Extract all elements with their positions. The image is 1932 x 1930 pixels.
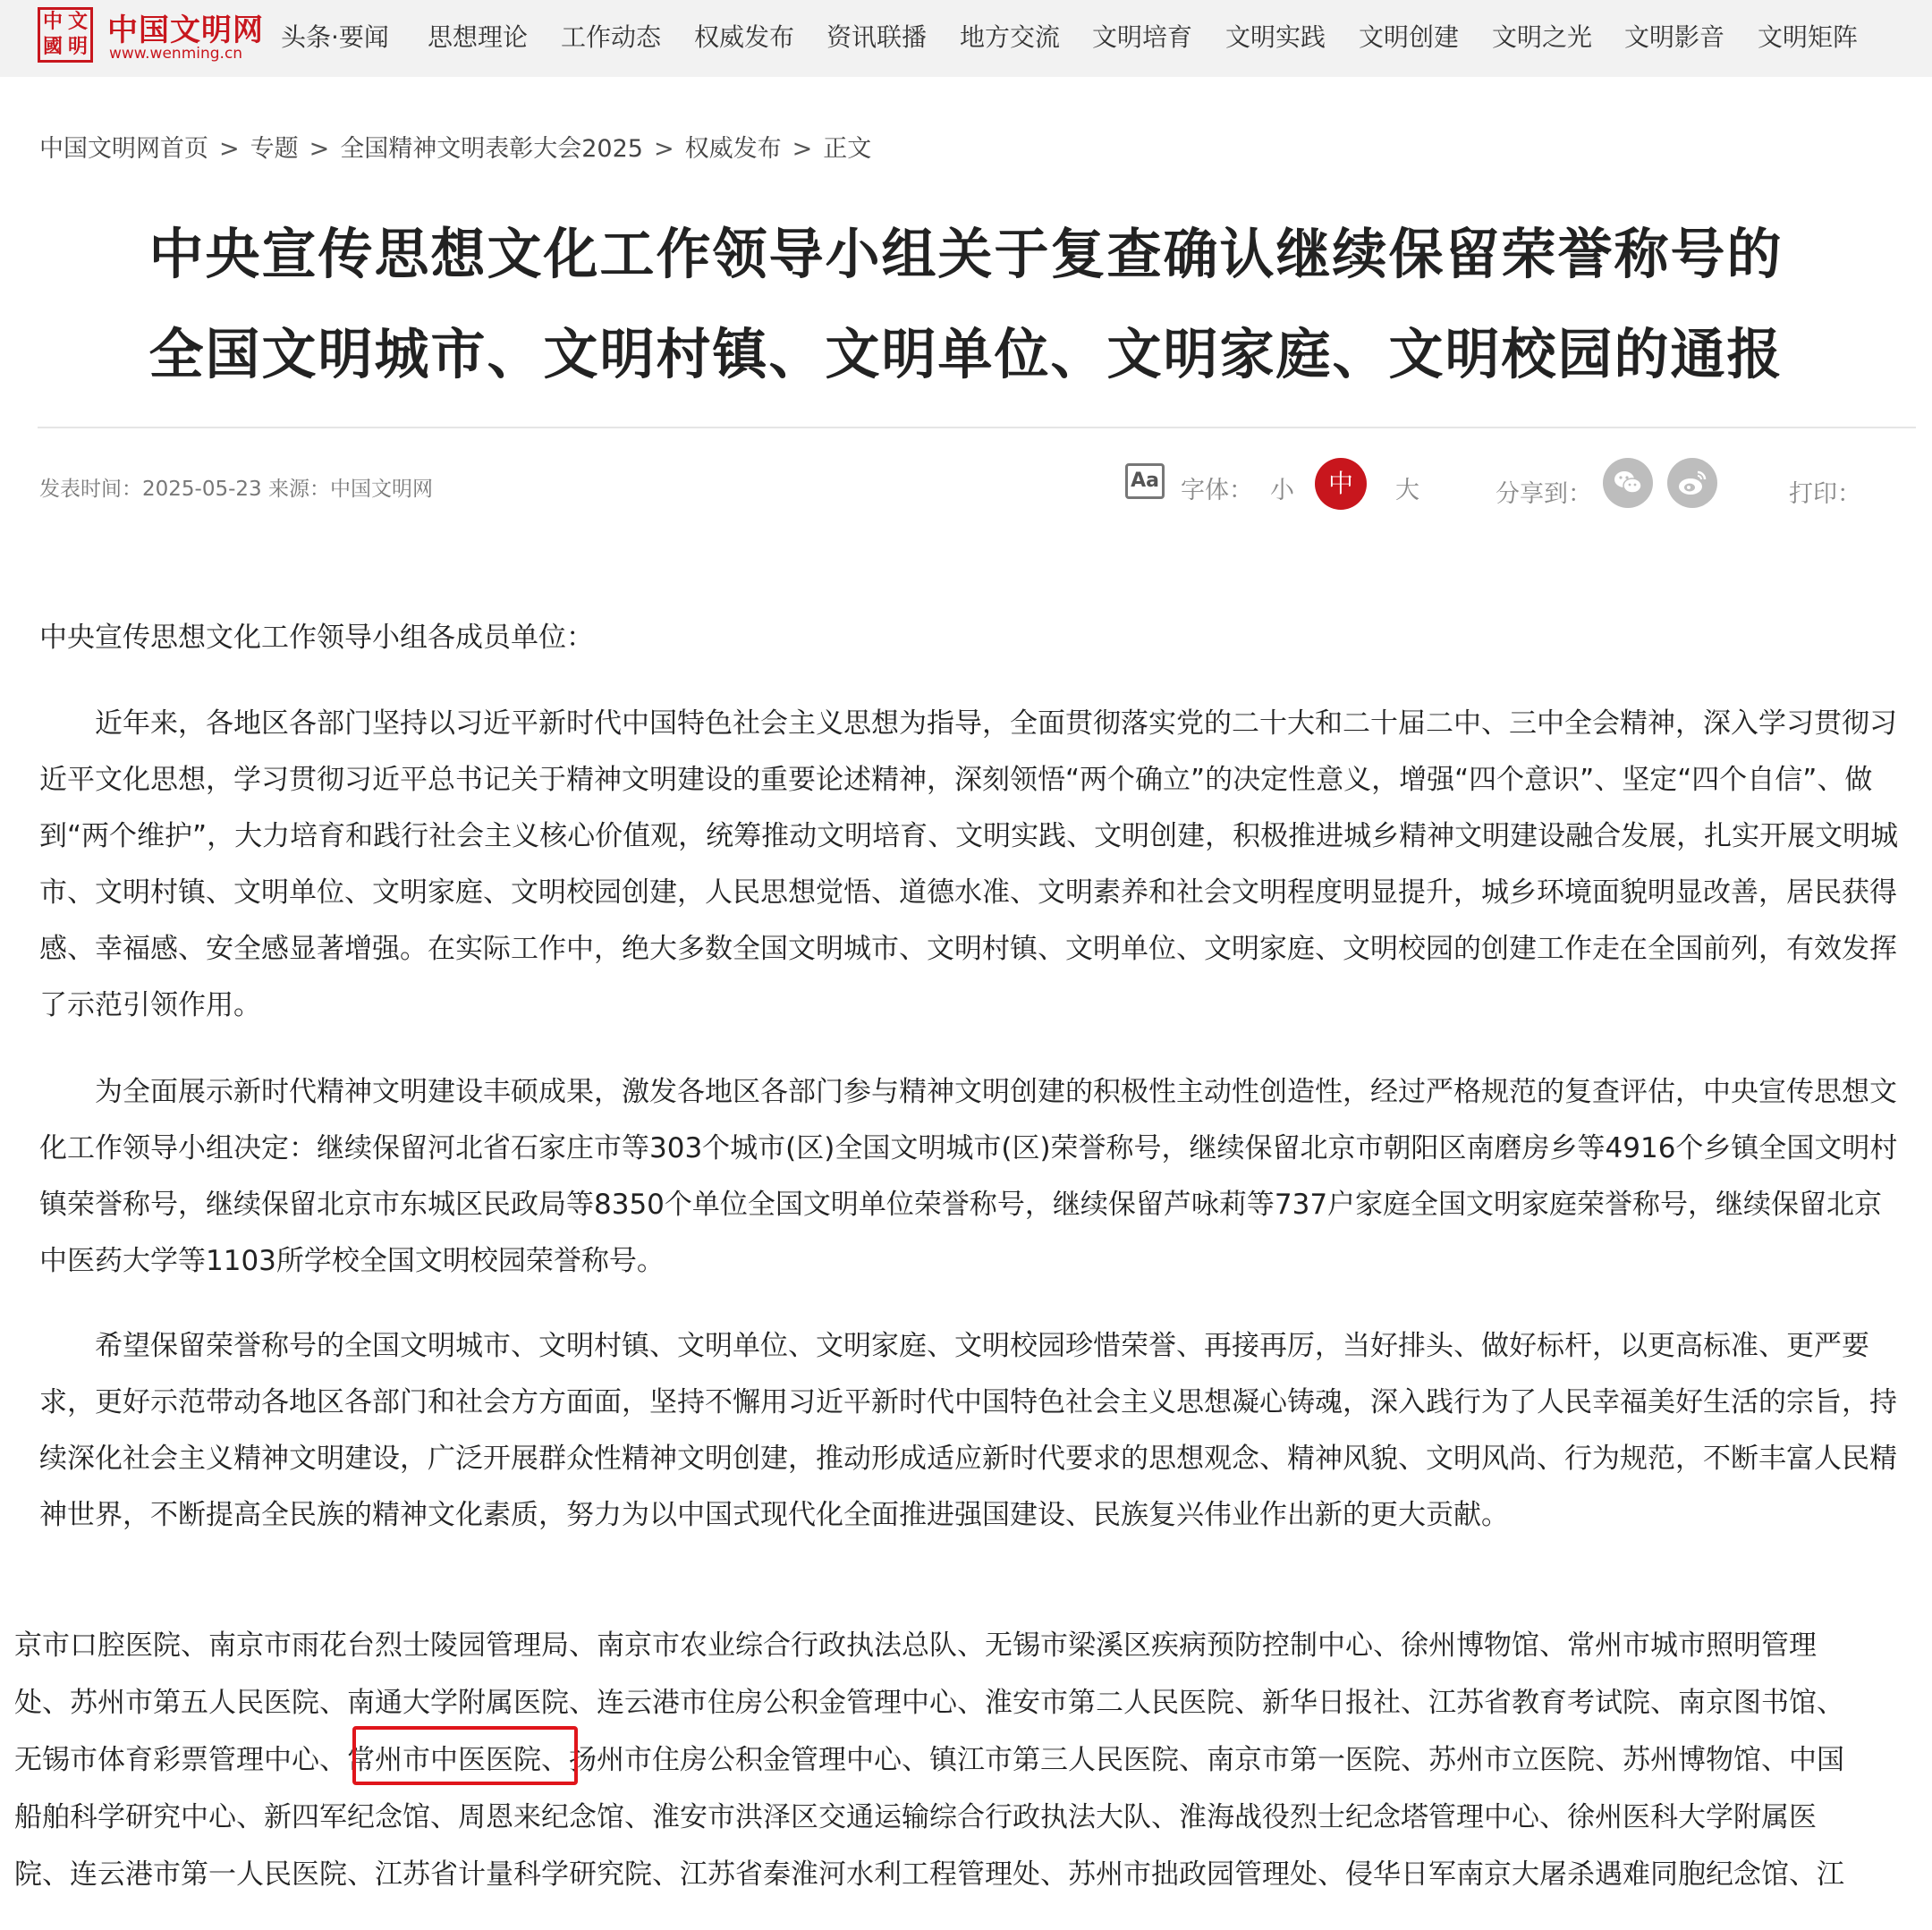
breadcrumb-home[interactable]: 中国文明网首页 <box>39 135 208 163</box>
unit-list-excerpt <box>14 1617 1919 1903</box>
nav-item-civility-matrix[interactable]: 文明矩阵 <box>1758 22 1859 52</box>
breadcrumb-separator: > <box>219 135 240 163</box>
nav-item-news-broadcast[interactable]: 资讯联播 <box>826 22 928 52</box>
list-line: 处、苏州市第五人民医院、南通大学附属医院、连云港市住房公积金管理中心、淮安市第二人民医院、新华日报社、江苏省教育考试院、南京图书馆、 <box>14 1687 1844 1719</box>
article-title-line-2: 全国文明城市、文明村镇、文明单位、文明家庭、文明校园的通报 <box>148 323 1784 386</box>
nav-item-work-news[interactable]: 工作动态 <box>561 22 662 52</box>
nav-item-civility-practice[interactable]: 文明实践 <box>1225 22 1326 52</box>
site-url: www.wenming.cn <box>109 45 243 63</box>
article-paragraph-2: 为全面展示新时代精神文明建设丰硕成果，激发各地区各部门参与精神文明创建的积极性主动性创造性，经过严格规范的复查评估，中央宣传思想文化工作领导小组决定：继续保留河北省石家庄市等303个城市(区)全国文明城市(区)荣誉称号，继续保留北京市朝阳区南磨房乡等4916个乡镇全国文明村镇荣誉称号，继续保留北京市东城区民政局等8350个单位全国文明单位荣誉称号，继续保留芦咏莉等737户家庭全国文明家庭荣誉称号，继续保留北京中医药大学等1103所学校全国文明校园荣誉称号。 <box>39 1076 1898 1277</box>
weibo-icon <box>1676 467 1708 499</box>
list-line: 京市口腔医院、南京市雨花台烈士陵园管理局、南京市农业综合行政执法总队、无锡市梁溪区疾病预防控制中心、徐州博物馆、常州市城市照明管理 <box>14 1629 1817 1662</box>
article-meta: 发表时间：2025-05-23 来源：中国文明网 <box>39 478 433 501</box>
highlight-box <box>352 1726 578 1785</box>
print-button[interactable]: 打印： <box>1789 480 1861 508</box>
wechat-share-button[interactable] <box>1603 458 1653 508</box>
top-navigation-bar <box>0 0 1932 77</box>
nav-item-civility-video[interactable]: 文明影音 <box>1624 22 1725 52</box>
weibo-share-button[interactable] <box>1667 458 1717 508</box>
article-salutation: 中央宣传思想文化工作领导小组各成员单位： <box>39 622 594 654</box>
article-paragraph-3: 希望保留荣誉称号的全国文明城市、文明村镇、文明单位、文明家庭、文明校园珍惜荣誉、再接再厉，当好排头、做好标杆，以更高标准、更严要求，更好示范带动各地区各部门和社会方方面面，坚持不懈用习近平新时代中国特色社会主义思想凝心铸魂，深入践行为了人民幸福美好生活的宗旨，持续深化社会主义精神文明建设，广泛开展群众性精神文明创建，推动形成适应新时代要求的思想观念、精神风貌、文明风尚、行为规范，不断丰富人民精神世界，不断提高全民族的精神文化素质，努力为以中国式现代化全面推进强国建设、民族复兴伟业作出新的更大贡献。 <box>39 1330 1897 1531</box>
nav-item-official-release[interactable]: 权威发布 <box>694 22 795 52</box>
nav-item-civility-creation[interactable]: 文明创建 <box>1359 22 1460 52</box>
seal-char: 國 <box>42 36 63 58</box>
article-paragraph-1: 近年来，各地区各部门坚持以习近平新时代中国特色社会主义思想为指导，全面贯彻落实党的二十大和二十届二中、三中全会精神，深入学习贯彻习近平文化思想，学习贯彻习近平总书记关于精神文明建设的重要论述精神，深刻领悟“两个确立”的决定性意义，增强“四个意识”、坚定“四个自信”、做到“两个维护”，大力培育和践行社会主义核心价值观，统筹推动文明培育、文明实践、文明创建，积极推进城乡精神文明建设融合发展，扎实开展文明城市、文明村镇、文明单位、文明家庭、文明校园创建，人民思想觉悟、道德水准、文明素养和社会文明程度明显提升，城乡环境面貌明显改善，居民获得感、幸福感、安全感显著增强。在实际工作中，绝大多数全国文明城市、文明村镇、文明单位、文明家庭、文明校园的创建工作走在全国前列，有效发挥了示范引领作用。 <box>39 707 1899 1021</box>
font-size-icon: Aa <box>1125 463 1165 499</box>
breadcrumb-release[interactable]: 权威发布 <box>684 135 782 163</box>
breadcrumb-current: 正文 <box>823 135 872 163</box>
breadcrumb <box>39 129 871 164</box>
seal-char: 明 <box>67 36 88 58</box>
breadcrumb-conference[interactable]: 全国精神文明表彰大会2025 <box>340 135 643 163</box>
breadcrumb-topic[interactable]: 专题 <box>250 135 299 163</box>
nav-item-civility-light[interactable]: 文明之光 <box>1492 22 1593 52</box>
nav-item-headlines[interactable]: 头条·要闻 <box>281 22 389 52</box>
font-size-medium-button[interactable]: 中 <box>1315 458 1367 510</box>
list-segment: 扬州市住房公积金管理中心、镇江市第三人民医院、南京市第一医院、苏州市立医院、苏州博物馆、中国 <box>569 1744 1844 1776</box>
title-divider <box>38 427 1916 428</box>
highlighted-unit: 常州市中医医院、 <box>347 1744 569 1776</box>
list-line: 船舶科学研究中心、新四军纪念馆、周恩来纪念馆、淮安市洪泽区交通运输综合行政执法大队、淮海战役烈士纪念塔管理中心、徐州医科大学附属医 <box>14 1801 1817 1833</box>
breadcrumb-separator: > <box>653 135 674 163</box>
wechat-icon <box>1612 467 1644 499</box>
logo-seal-icon <box>38 7 93 63</box>
seal-char: 中 <box>42 11 63 33</box>
font-size-large-button[interactable]: 大 <box>1395 477 1419 504</box>
article-toolbar <box>1125 456 1912 519</box>
list-line: 院、连云港市第一人民医院、江苏省计量科学研究院、江苏省秦淮河水利工程管理处、苏州市拙政园管理处、侵华日军南京大屠杀遇难同胞纪念馆、江 <box>14 1858 1844 1891</box>
seal-char: 文 <box>67 11 88 33</box>
site-name: 中国文明网 <box>107 13 264 48</box>
nav-item-civility-cultivation[interactable]: 文明培育 <box>1092 22 1193 52</box>
list-segment: 无锡市体育彩票管理中心、 <box>14 1744 347 1776</box>
nav-item-theory[interactable]: 思想理论 <box>428 22 529 52</box>
list-line <box>14 1731 1919 1789</box>
breadcrumb-separator: > <box>309 135 330 163</box>
article-title-line-1: 中央宣传思想文化工作领导小组关于复查确认继续保留荣誉称号的 <box>148 223 1784 286</box>
nav-item-local-exchange[interactable]: 地方交流 <box>960 22 1061 52</box>
font-size-small-button[interactable]: 小 <box>1270 477 1294 504</box>
breadcrumb-separator: > <box>792 135 813 163</box>
share-label: 分享到： <box>1496 480 1592 508</box>
font-size-label: 字体： <box>1181 477 1253 504</box>
